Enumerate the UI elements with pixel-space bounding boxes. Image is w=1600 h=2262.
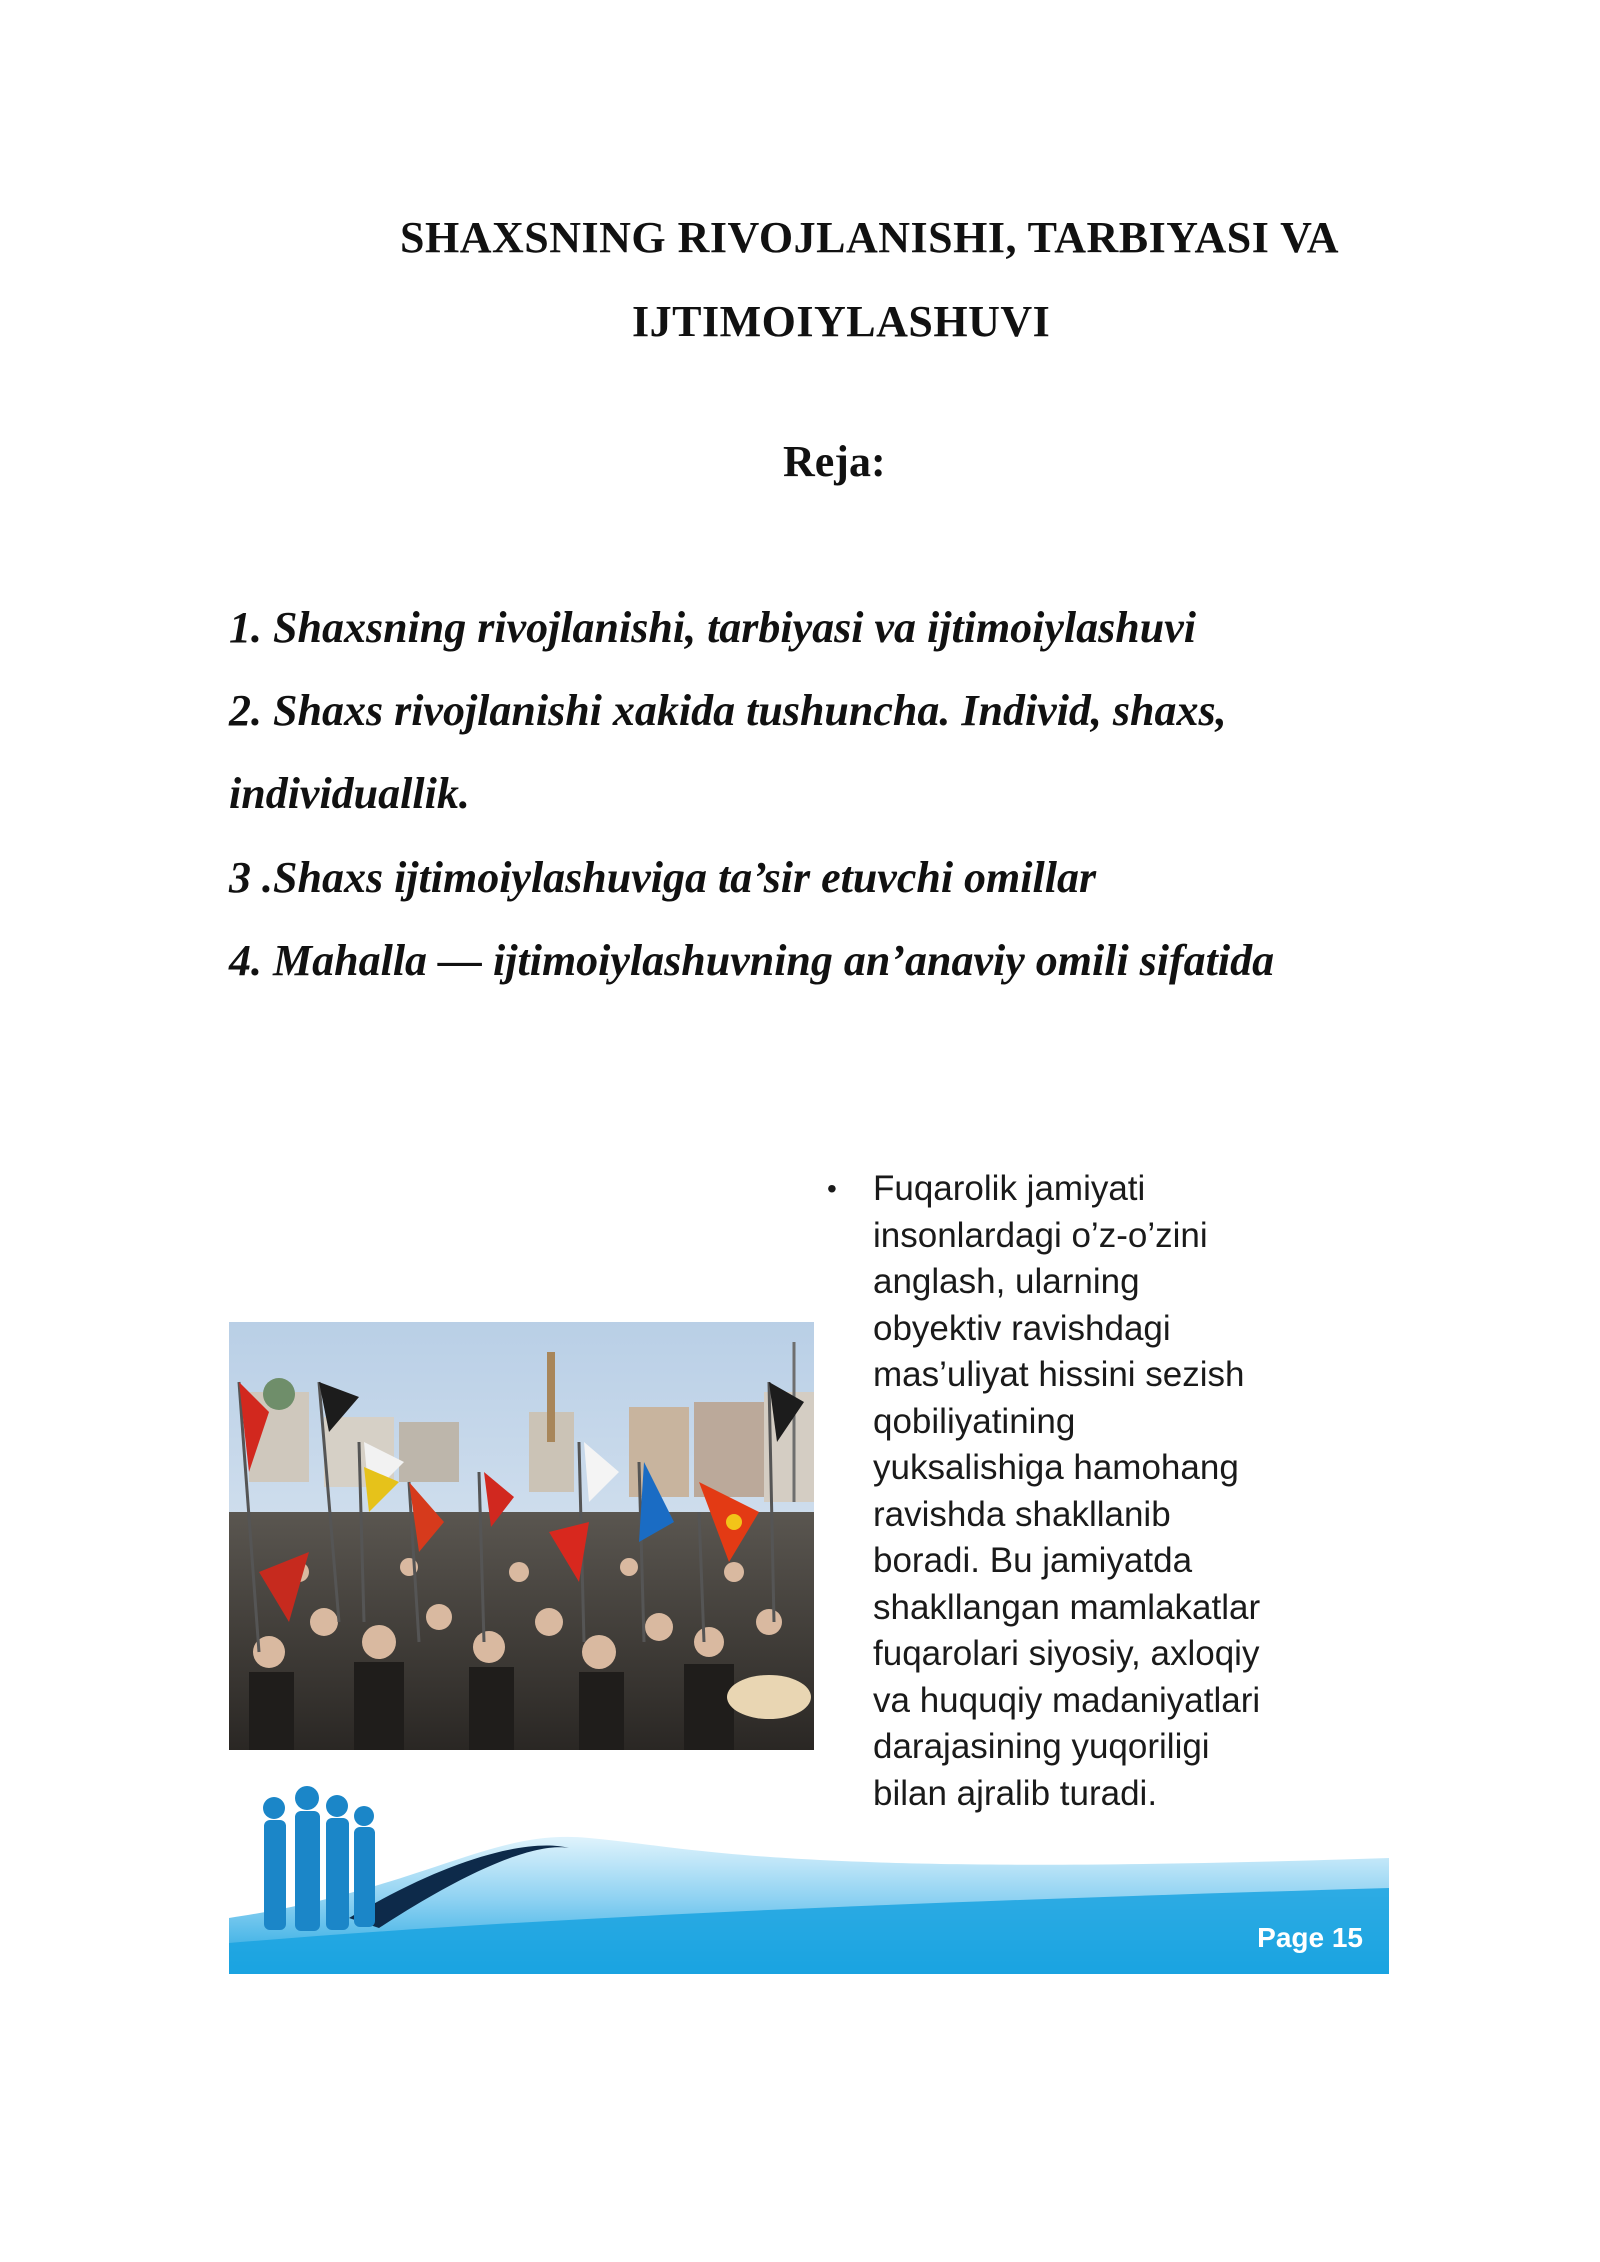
slide-text-line: obyektiv ravishdagi: [873, 1308, 1171, 1348]
slide-text-line: fuqarolari siyosiy, axloqiy: [873, 1634, 1260, 1673]
slide-text-line: boradi. Bu jamiyatda: [873, 1541, 1193, 1580]
plan-item-4: 4. Mahalla — ijtimoiylashuvning an’anaviy omili sifatida: [229, 936, 1275, 985]
slide-text-line: yuksalishiga hamohang: [873, 1448, 1239, 1487]
slide-text-line: Fuqarolik jamiyati: [873, 1169, 1146, 1208]
slide-text-line: ravishda shakllanib: [873, 1494, 1171, 1534]
slide-page-number: Page 15: [1257, 1922, 1363, 1953]
slide-text-line: va huquqiy madaniyatlari: [873, 1680, 1261, 1720]
people-silhouettes-icon: [263, 1786, 375, 1931]
plan-item-2: 2. Shaxs rivojlanishi xakida tushuncha. Individ, shaxs,: [229, 686, 1227, 735]
slide-footer: [229, 1768, 1389, 1974]
embedded-slide: [229, 1158, 1389, 1974]
slide-text-line: shakllangan mamlakatlar: [873, 1587, 1261, 1627]
page-title-line-2: IJTIMOIYLASHUVI: [632, 297, 1051, 346]
slide-text-line: bilan ajralib turadi.: [873, 1773, 1158, 1813]
slide-bullet-text: [825, 1166, 1345, 1817]
bullet-marker: •: [827, 1173, 837, 1204]
plan-item-3: 3 .Shaxs ijtimoiylashuviga ta’sir etuvchi omillar: [229, 853, 1097, 902]
slide-text-line: qobiliyatining: [873, 1401, 1076, 1441]
plan-item-1: 1. Shaxsning rivojlanishi, tarbiyasi va ijtimoiylashuvi: [229, 603, 1196, 652]
plan-item-2-continued: individuallik.: [229, 769, 470, 818]
slide-text-line: anglash, ularning: [873, 1262, 1140, 1301]
crowd-photo: [229, 1322, 814, 1750]
slide-text-line: mas’uliyat hissini sezish: [873, 1355, 1245, 1394]
page-title-line-1: SHAXSNING RIVOJLANISHI, TARBIYASI VA: [400, 213, 1339, 262]
plan-heading: Reja:: [783, 437, 886, 486]
slide-text-line: insonlardagi o’z-o’zini: [873, 1215, 1208, 1255]
slide-text-line: darajasining yuqoriligi: [873, 1727, 1210, 1766]
